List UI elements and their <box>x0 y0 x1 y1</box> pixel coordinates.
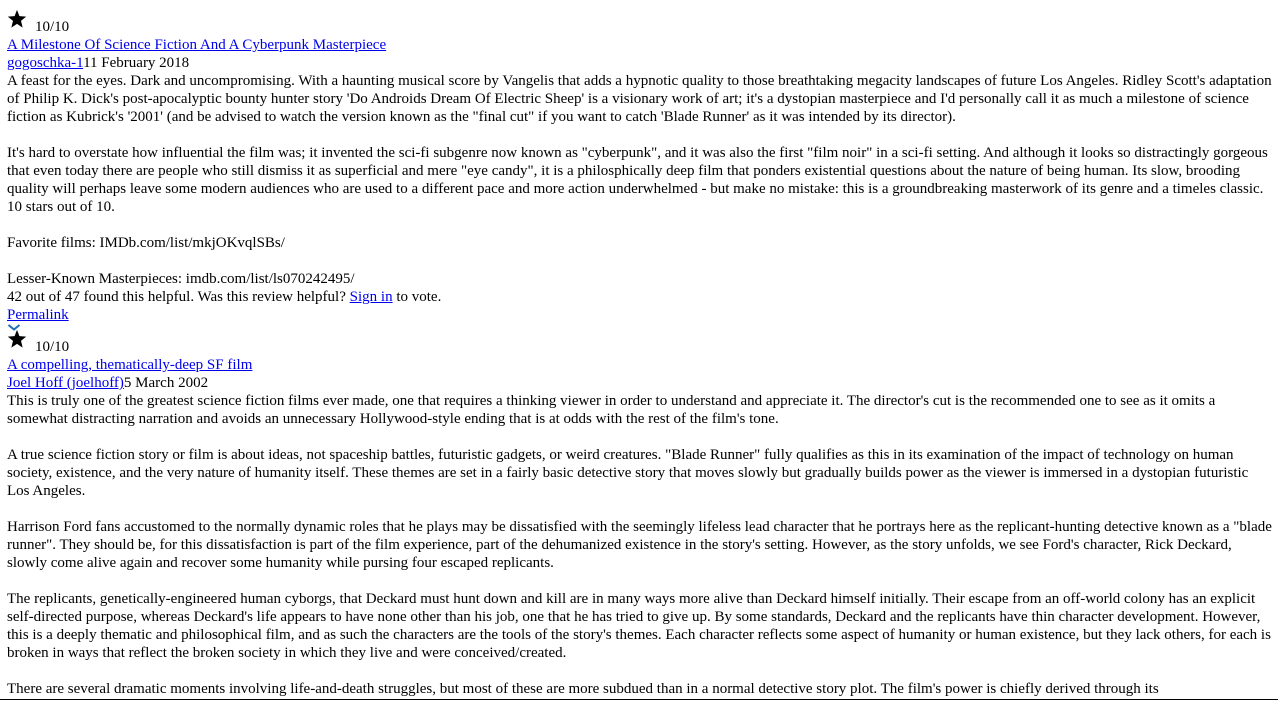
review-title-link[interactable]: A compelling, thematically-deep SF film <box>7 357 253 373</box>
reviews-page <box>7 9 1273 698</box>
review-meta <box>7 54 1273 72</box>
to-vote-text: to vote. <box>396 289 442 305</box>
review-meta <box>7 374 1273 392</box>
review-card <box>7 329 1273 698</box>
permalink-link[interactable]: Permalink <box>7 307 69 323</box>
review-paragraph: Lesser-Known Masterpieces: imdb.com/list/ls070242495/ <box>7 271 355 287</box>
review-paragraph: It's hard to overstate how influential the film was; it invented the sci-fi subgenre now known as "cyberpunk", and it was also the first "film noir" in a sci-fi setting. And although it looks so distractingly gorgeous that even today there are people who still dismiss it as superficial and mere "eye candy", it is a philosphically deep film that ponders existential questions about the nature of being human. Its slow, brooding quality will perhaps leave some modern audiences who are used to a different pace and more action underwhelmed - but make no mistake: this is a groundbreaking masterwork of its genre and a timeles classic. 10 stars out of 10. <box>7 145 1268 215</box>
review-paragraph: Favorite films: IMDb.com/list/mkjOKvqlSBs/ <box>7 235 285 251</box>
review-paragraph: The replicants, genetically-engineered human cyborgs, that Deckard must hunt down and kill are in many ways more alive than Deckard himself initially. Their escape from an off-world colony has an explicit self-directed purpose, whereas Deckard's life appears to have none other than his job, one that he has tried to give up. By some standards, Deckard and the replicants have thin character development. However, this is a deeply thematic and philosophical film, and as such the characters are the tools of the story's themes. Each character reflects some aspect of humanity or human existence, but they lack others, for each is broken in ways that reflect the broken society in which they live and were conceived/created. <box>7 591 1271 661</box>
viewport-bottom-edge <box>0 699 1278 700</box>
sign-in-link[interactable]: Sign in <box>349 289 393 305</box>
helpful-text: 42 out of 47 found this helpful. Was this review helpful? <box>7 289 346 305</box>
review-content <box>7 72 1273 288</box>
review-paragraph: A true science fiction story or film is about ideas, not spaceship battles, futuristic gadgets, or weird creatures. "Blade Runner" fully qualifies as this in its examination of the impact of technology on human society, existence, and the very nature of humanity itself. These themes are set in a fairly basic detective story that moves slowly but gradually builds power as the viewer is immersed in a dystopian futuristic Los Angeles. <box>7 447 1249 499</box>
review-date: 5 March 2002 <box>123 375 209 391</box>
rating-value: 10/10 <box>35 339 70 355</box>
rating-value: 10/10 <box>35 19 70 35</box>
star-icon <box>7 329 27 349</box>
helpful-row <box>7 288 1273 306</box>
review-paragraph: There are several dramatic moments involving life-and-death struggles, but most of these are more subdued than in a normal detective story plot. The film's power is chiefly derived through its <box>7 681 1159 697</box>
review-paragraph: A feast for the eyes. Dark and uncompromising. With a haunting musical score by Vangelis that adds a hypnotic quality to those breathtaking megacity landscapes of future Los Angeles. Ridley Scott's adaptation of Philip K. Dick's post-apocalyptic bounty hunter story 'Do Androids Dream Of Electric Sheep' is a visionary work of art; it's a dystopian masterpiece and I'd personally call it as much a milestone of science fiction as Kubrick's '2001' (and be advised to watch the version known as the "final cut" if you want to catch 'Blade Runner' as it was intended by its director). <box>7 73 1272 125</box>
review-title-link[interactable]: A Milestone Of Science Fiction And A Cyberpunk Masterpiece <box>7 37 387 53</box>
review-content <box>7 392 1273 698</box>
review-card <box>7 9 1273 331</box>
review-author-link[interactable]: Joel Hoff (joelhoff) <box>7 375 124 391</box>
review-date: 11 February 2018 <box>83 55 190 71</box>
review-paragraph: Harrison Ford fans accustomed to the normally dynamic roles that he plays may be dissatisfied with the seemingly lifeless lead character that he portrays here as the replicant-hunting detective known as a "blade runner". They should be, for this dissatisfaction is part of the film experience, part of the dehumanized existence in the story's setting. However, as the story unfolds, we see Ford's character, Rick Deckard, slowly come alive again and recover some humanity while pursing four escaped replicants. <box>7 519 1272 571</box>
star-icon <box>7 9 27 29</box>
rating <box>7 329 1273 356</box>
rating <box>7 9 1273 36</box>
review-author-link[interactable]: gogoschka-1 <box>7 55 84 71</box>
review-paragraph: This is truly one of the greatest science fiction films ever made, one that requires a thinking viewer in order to understand and appreciate it. The director's cut is the recommended one to see as it omits a somewhat distracting narration and avoids an unnecessary Hollywood-style ending that is at odds with the rest of the film's tone. <box>7 393 1216 427</box>
